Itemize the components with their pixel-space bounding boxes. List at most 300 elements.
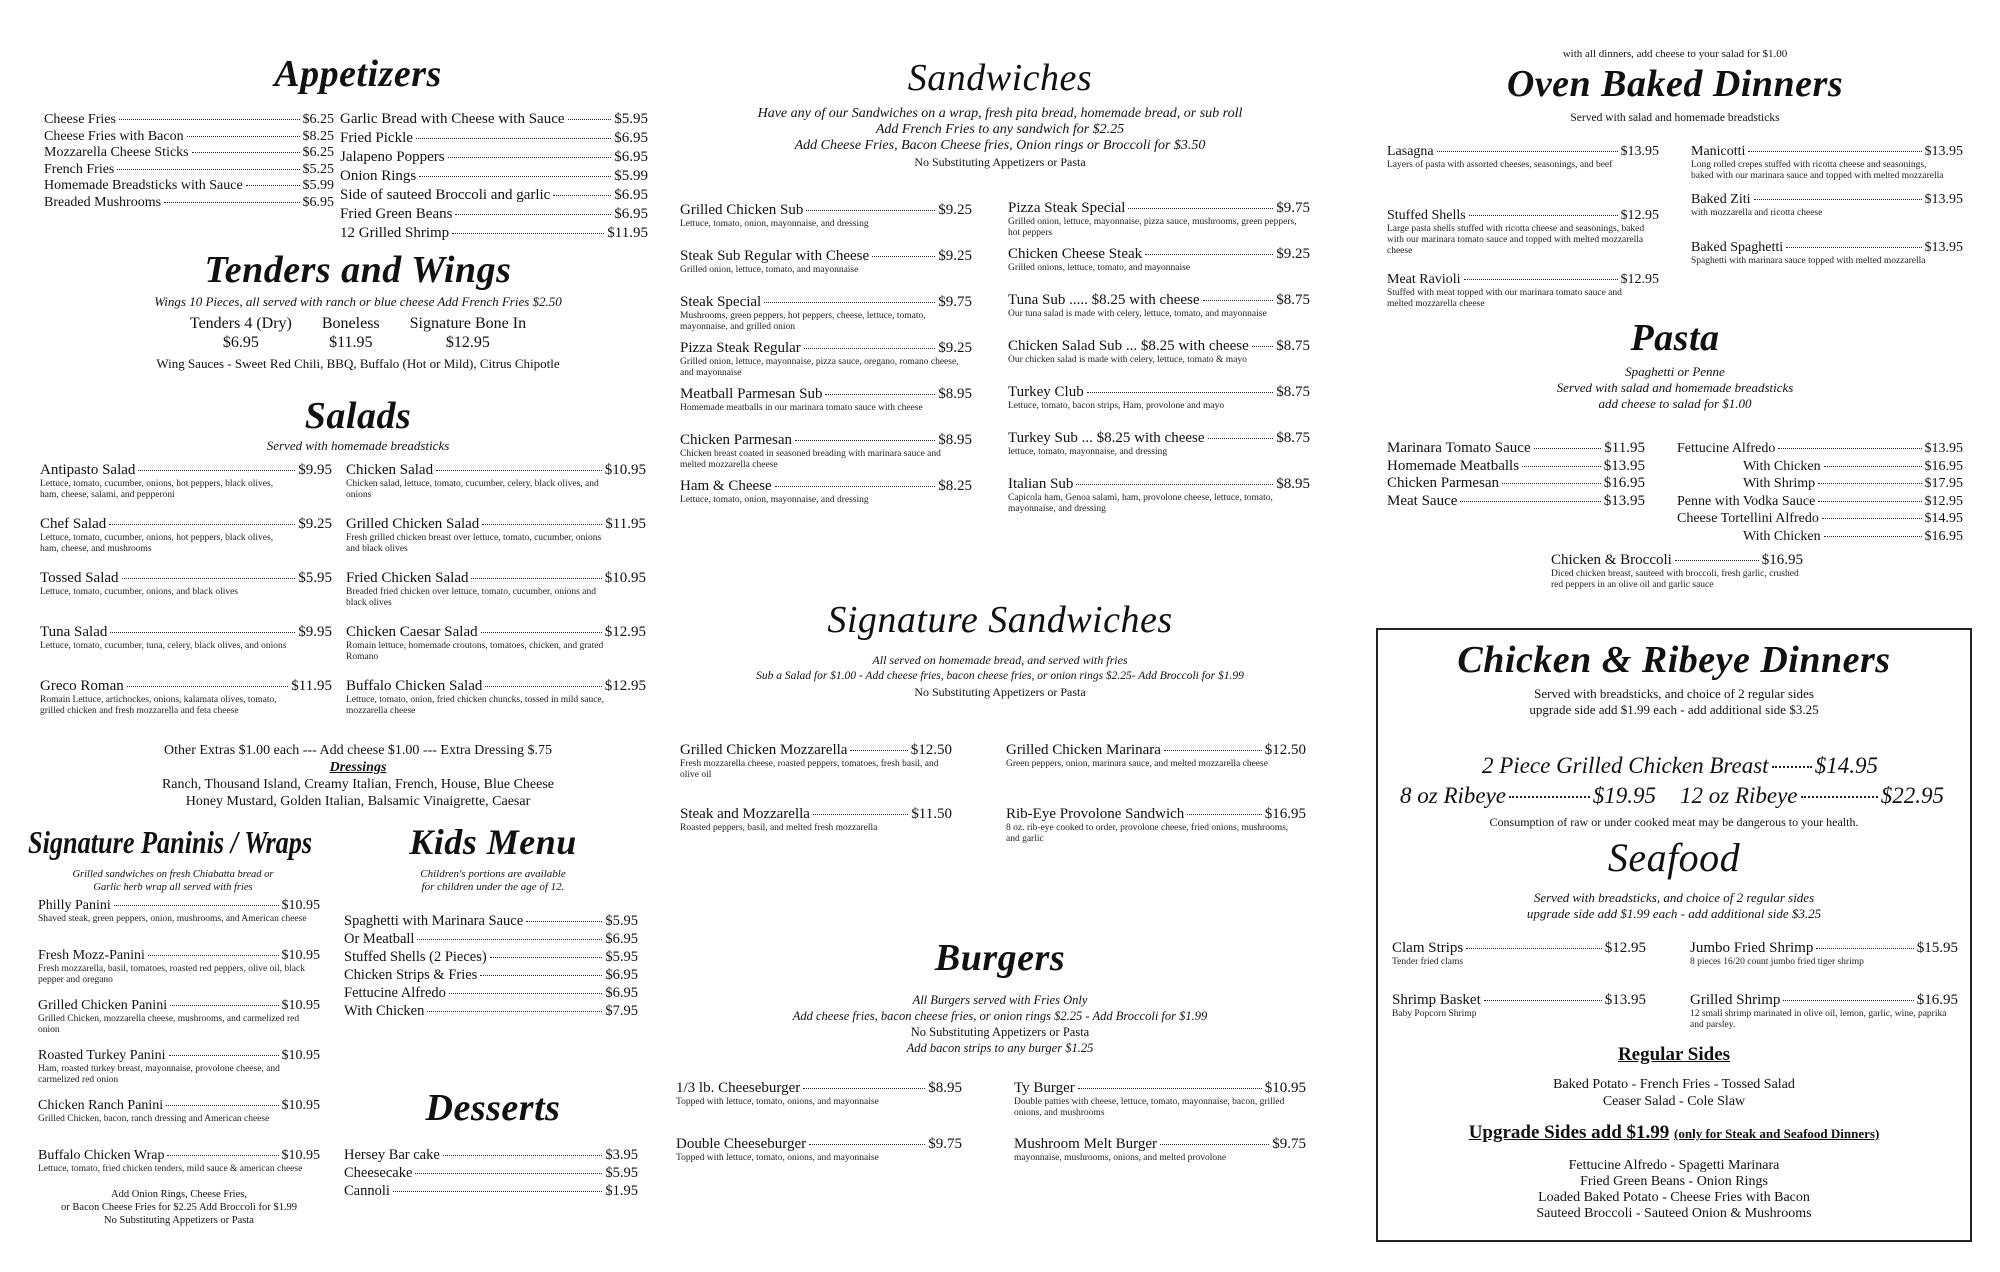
menu-item-row [340, 148, 648, 167]
ribeye-12oz-name: 12 oz Ribeye [1680, 783, 1798, 808]
menu-item-description: Lettuce, tomato, onion, mayonnaise, and dressing [680, 219, 869, 229]
ribeye-sub-2: upgrade side add $1.99 each - add additional side $3.25 [1529, 702, 1819, 717]
leader-dots [1509, 796, 1590, 798]
menu-item-price: $14.95 [1924, 511, 1963, 526]
menu-item-name: Steak and Mozzarella [680, 806, 810, 822]
menu-item-description: Lettuce, tomato, cucumber, onions, hot peppers, black olives, ham, cheese, salami, and pepperoni [40, 479, 274, 500]
menu-item [676, 1136, 962, 1192]
leader-dots [1208, 438, 1274, 439]
menu-item-price: $13.95 [1924, 192, 1963, 207]
menu-item-row [1691, 144, 1963, 160]
menu-item-row [1014, 1080, 1306, 1097]
leader-dots [1252, 346, 1273, 347]
tenders-option-price: $11.95 [329, 334, 373, 351]
menu-item-price: $6.95 [605, 931, 638, 947]
leader-dots [1187, 814, 1261, 815]
leader-dots [449, 993, 602, 994]
upgrade-sides-line-1: Fettucine Alfredo - Spagetti Marinara [1568, 1158, 1780, 1173]
menu-item-row [38, 898, 320, 914]
menu-item-price: $16.95 [1924, 458, 1963, 474]
leader-dots [148, 955, 279, 956]
menu-item [680, 248, 972, 294]
menu-item [346, 570, 646, 624]
menu-item-row [44, 178, 334, 195]
appetizers-title: Appetizers [274, 53, 442, 95]
menu-item-row [1387, 440, 1645, 458]
ribeye-title: Chicken & Ribeye Dinners [1457, 639, 1891, 681]
menu-item [344, 1146, 638, 1164]
menu-item-description: 12 small shrimp marinated in olive oil, lemon, garlic, wine, paprika and parsley. [1690, 1009, 1947, 1030]
menu-item-description: with mozzarella and ricotta cheese [1691, 208, 1823, 218]
menu-item-row [1006, 806, 1306, 823]
menu-item-name: Chicken Strips & Fries [344, 967, 478, 983]
menu-item-price: $9.25 [938, 248, 972, 264]
upgrade-sides-heading: Upgrade Sides add $1.99 [1468, 1122, 1670, 1143]
menu-item-row [346, 462, 646, 479]
menu-item-name: Stuffed Shells [1387, 208, 1466, 223]
menu-item-row [1690, 940, 1958, 957]
menu-item [1008, 200, 1310, 246]
menu-item-name: With Chicken [1743, 528, 1821, 544]
menu-item-name: Baked Ziti [1691, 192, 1751, 207]
menu-item-price: $10.95 [281, 898, 320, 913]
menu-item-name: Fresh Mozz-Panini [38, 948, 145, 963]
menu-item-price: $6.95 [614, 206, 648, 222]
menu-item-price: $9.95 [298, 462, 332, 478]
menu-item-price: $8.95 [938, 386, 972, 402]
leader-dots [1818, 501, 1921, 502]
menu-item-row [1008, 246, 1310, 263]
menu-item-row [1551, 552, 1803, 569]
menu-item-price: $5.95 [298, 570, 332, 586]
menu-item-name: Breaded Mushrooms [44, 194, 162, 210]
menu-item-row [38, 1148, 320, 1164]
menu-item-row [1387, 272, 1659, 288]
menu-item-price: $13.95 [1620, 144, 1659, 159]
menu-item [676, 1080, 962, 1136]
menu-item-name: Mushroom Melt Burger [1014, 1136, 1158, 1152]
menu-item [344, 1182, 638, 1200]
menu-item-row [44, 145, 334, 162]
menu-item-name: Tuna Salad [40, 624, 108, 640]
menu-item-description: Shaved steak, green peppers, onion, mushrooms, and American cheese [38, 914, 307, 924]
menu-item-row [346, 624, 646, 641]
menu-item-name: Lasagna [1387, 144, 1434, 159]
menu-item-price: $9.25 [938, 202, 972, 218]
menu-item-description: Lettuce, tomato, onion, mayonnaise, and dressing [680, 495, 869, 505]
menu-item [1387, 208, 1659, 272]
menu-item-row [344, 966, 638, 984]
paninis-list [38, 898, 320, 1198]
menu-item-name: Cannoli [344, 1183, 390, 1199]
menu-item [1008, 292, 1310, 338]
menu-item-name: Ham & Cheese [680, 478, 772, 494]
leader-dots [1078, 1088, 1262, 1089]
menu-item-row [680, 806, 952, 823]
tenders-option-name: Boneless [321, 315, 380, 332]
leader-dots [809, 1144, 925, 1145]
menu-item-price: $6.95 [302, 194, 334, 210]
menu-item-price: $6.25 [302, 145, 334, 161]
menu-item [340, 129, 648, 148]
menu-item [38, 1048, 320, 1098]
leader-dots [416, 138, 611, 139]
leader-dots [795, 440, 935, 441]
menu-item-row [340, 110, 648, 129]
menu-item-price: $16.95 [1264, 806, 1306, 822]
ribeye-8oz-name: 8 oz Ribeye [1400, 783, 1507, 808]
menu-item-row [44, 129, 334, 146]
menu-item [680, 806, 952, 870]
paninis-footer-3: No Substituting Appetizers or Pasta [104, 1215, 254, 1226]
menu-item-row [344, 1146, 638, 1164]
signature-left-list [680, 742, 952, 870]
menu-item-name: 12 Grilled Shrimp [340, 225, 450, 241]
menu-item-price: $8.75 [1276, 384, 1310, 400]
menu-item-description: Our tuna salad is made with celery, lettuce, tomato, and mayonnaise [1008, 309, 1267, 319]
kids-list [344, 912, 638, 1020]
leader-dots [568, 119, 612, 120]
menu-item-name: Chicken & Broccoli [1551, 552, 1672, 568]
menu-item-name: Grilled Chicken Salad [346, 516, 480, 532]
leader-dots [169, 1055, 279, 1056]
menu-item [340, 148, 648, 167]
menu-item-name: Meat Ravioli [1387, 272, 1461, 287]
menu-item-row [344, 930, 638, 948]
menu-item-price: $9.95 [298, 624, 332, 640]
menu-item [1008, 476, 1310, 522]
menu-item [344, 1002, 638, 1020]
leader-dots [1087, 392, 1274, 393]
menu-item-description: Ham, roasted turkey breast, mayonnaise, provolone cheese, and carmelized red onion [38, 1064, 280, 1085]
menu-item-price: $12.95 [604, 678, 646, 694]
burgers-title: Burgers [934, 937, 1066, 979]
sandwiches-sub-3: Add Cheese Fries, Bacon Cheese fries, Onion rings or Broccoli for $3.50 [794, 138, 1206, 153]
menu-item-row [1387, 144, 1659, 160]
menu-item-description: Lettuce, tomato, cucumber, onions, and black olives [40, 587, 239, 597]
menu-item-row [680, 742, 952, 759]
paninis-subtitle: Grilled sandwiches on fresh Chiabatta bread or Garlic herb wrap all served with fries [72, 869, 274, 893]
menu-item-row [1392, 940, 1646, 957]
menu-item [340, 224, 648, 243]
seafood-left-list [1392, 940, 1646, 1044]
menu-item-name: Cheese Tortellini Alfredo [1677, 511, 1819, 526]
menu-item [1677, 510, 1963, 528]
menu-item-price: $9.75 [928, 1136, 962, 1152]
menu-item-description: Romain lettuce, homemade croutons, tomatoes, chicken, and grated Romano [346, 641, 604, 662]
menu-item [38, 1098, 320, 1148]
menu-item-name: Stuffed Shells (2 Pieces) [344, 949, 487, 965]
menu-item-row [1677, 493, 1963, 511]
menu-item-name: Antipasto Salad [40, 462, 136, 478]
sandwiches-right-list [1008, 200, 1310, 522]
menu-item-price: $8.75 [1276, 338, 1310, 354]
menu-item [1006, 806, 1306, 870]
menu-item-price: $9.75 [1272, 1136, 1306, 1152]
menu-item-price: $12.95 [1620, 208, 1659, 223]
leader-dots [1754, 199, 1922, 200]
leader-dots [1164, 750, 1262, 751]
leader-dots [775, 486, 936, 487]
menu-item-description: Baby Popcorn Shrimp [1392, 1009, 1477, 1019]
menu-item-name: Fried Green Beans [340, 206, 453, 222]
pasta-special [1551, 552, 1803, 591]
leader-dots [1466, 948, 1601, 949]
menu-item-name: Homemade Meatballs [1387, 457, 1520, 474]
menu-item-description: Green peppers, onion, marinara sauce, and melted mozzarella cheese [1006, 759, 1268, 769]
menu-item-row [1392, 992, 1646, 1009]
menu-item-price: $11.95 [605, 516, 646, 532]
menu-item [344, 1164, 638, 1182]
menu-item-description: Chicken breast coated in seasoned breading with marinara sauce and melted mozzarella cheese [680, 449, 941, 470]
tenders-title: Tenders and Wings [204, 249, 512, 291]
regular-sides-heading: Regular Sides [1617, 1044, 1731, 1065]
menu-item-price: $10.95 [281, 998, 320, 1013]
menu-item-row [1677, 528, 1963, 546]
menu-item-row [1008, 292, 1310, 309]
menu-item-description: Topped with lettuce, tomato, onions, and mayonnaise [676, 1097, 879, 1107]
menu-item-name: With Shrimp [1743, 476, 1816, 491]
menu-item-name: Marinara Tomato Sauce [1387, 440, 1531, 456]
tenders-option-price: $12.95 [445, 334, 490, 351]
menu-item-price: $9.75 [1276, 200, 1310, 216]
menu-item-name: Roasted Turkey Panini [38, 1048, 166, 1063]
upgrade-sides-line-2: Fried Green Beans - Onion Rings [1580, 1174, 1768, 1189]
menu-item-row [346, 516, 646, 533]
menu-item-name: Philly Panini [38, 898, 111, 913]
dressings-title: Dressings [329, 760, 387, 775]
menu-item-row [340, 167, 648, 186]
menu-item-description: Spaghetti with marinara sauce topped with melted mozzarella [1691, 256, 1926, 266]
leader-dots [436, 470, 602, 471]
leader-dots [1772, 766, 1812, 768]
upgrade-sides-title [1378, 1122, 1970, 1145]
oven-top-note: with all dinners, add cheese to your salad for $1.00 [1562, 48, 1788, 60]
menu-item-price: $10.95 [281, 948, 320, 963]
menu-item-description: Lettuce, tomato, cucumber, tuna, celery, black olives, and onions [40, 641, 287, 651]
menu-item [346, 462, 646, 516]
menu-item-row [38, 998, 320, 1014]
menu-item-description: Grilled Chicken, bacon, ranch dressing and American cheese [38, 1114, 270, 1124]
menu-item-row [1008, 430, 1310, 447]
menu-item-name: Grilled Chicken Marinara [1006, 742, 1161, 758]
leader-dots [481, 632, 602, 633]
oven-title: Oven Baked Dinners [1506, 63, 1844, 105]
menu-item [1691, 144, 1963, 192]
menu-item-name: Fried Pickle [340, 130, 413, 146]
tenders-options [28, 314, 648, 352]
menu-item-price: $6.25 [302, 112, 334, 127]
menu-item-name: Chicken Parmesan [680, 432, 793, 448]
appetizers-right-list [340, 110, 648, 243]
menu-item-price: $6.95 [605, 985, 638, 1001]
menu-item-description: Homemade meatballs in our marinara tomato sauce with cheese [680, 403, 923, 413]
tenders-option [190, 314, 292, 352]
upgrade-sides-note: (only for Steak and Seafood Dinners) [1674, 1126, 1880, 1141]
menu-item-price: $1.95 [605, 1183, 638, 1199]
leader-dots [417, 939, 602, 940]
leader-dots [1437, 151, 1618, 152]
menu-item-description: Long rolled crepes stuffed with ricotta cheese and seasonings, baked with our marinara sauce and topped with melted mozzarella [1691, 160, 1944, 181]
burgers-sub-3: No Substituting Appetizers or Pasta [910, 1025, 1090, 1039]
menu-item-description: Grilled onion, lettuce, mayonnaise, pizza sauce, mushrooms, green peppers, hot peppers [1008, 217, 1297, 238]
menu-item [1387, 475, 1645, 493]
leader-dots [452, 233, 604, 234]
menu-item-row [44, 162, 334, 179]
menu-item [1690, 992, 1958, 1044]
raw-meat-warning: Consumption of raw or under cooked meat may be dangerous to your health. [1489, 815, 1859, 829]
desserts-list [344, 1146, 638, 1200]
pasta-title: Pasta [1630, 317, 1720, 359]
menu-item [44, 162, 334, 179]
leader-dots [122, 578, 296, 579]
menu-item-row [346, 678, 646, 695]
leader-dots [764, 302, 935, 303]
leader-dots [1128, 208, 1273, 209]
tenders-option [410, 314, 526, 352]
ribeye-8oz-price: $19.95 [1592, 783, 1656, 808]
seafood-right-list [1690, 940, 1958, 1044]
leader-dots [872, 256, 935, 257]
leader-dots [1502, 483, 1601, 484]
menu-item-name: Meatball Parmesan Sub [680, 386, 823, 402]
menu-item-name: Chicken Parmesan [1387, 475, 1500, 491]
leader-dots [187, 136, 300, 137]
menu-item-description: mayonnaise, mushrooms, onions, and melted provolone [1014, 1153, 1227, 1163]
menu-item-row [680, 202, 972, 219]
menu-item-row [40, 624, 332, 641]
menu-item-name: Side of sauteed Broccoli and garlic [340, 187, 551, 203]
menu-item [340, 110, 648, 129]
menu-item-name: Chicken Ranch Panini [38, 1098, 164, 1113]
burgers-sub-1: All Burgers served with Fries Only [912, 993, 1088, 1007]
menu-item-price: $12.95 [1620, 272, 1659, 287]
salads-right-list [346, 462, 646, 732]
menu-item-row [344, 1164, 638, 1182]
menu-item-price: $6.95 [605, 967, 638, 983]
menu-item-name: Jalapeno Poppers [340, 149, 445, 165]
menu-item-name: Spaghetti with Marinara Sauce [344, 913, 524, 929]
menu-item-price: $9.25 [938, 340, 972, 356]
menu-item-price: $12.95 [604, 624, 646, 640]
menu-item-name: Tossed Salad [40, 570, 119, 586]
menu-item-description: Fresh mozzarella cheese, roasted peppers, tomatoes, fresh basil, and olive oil [680, 759, 939, 780]
menu-item [346, 624, 646, 678]
appetizers-section [28, 52, 648, 96]
menu-item-name: Turkey Club [1008, 384, 1084, 400]
menu-item-price: $16.95 [1924, 528, 1963, 544]
menu-item-price: $5.95 [605, 949, 638, 965]
menu-item [1677, 528, 1963, 546]
sandwiches-sub-2: Add French Fries to any sandwich for $2.25 [875, 122, 1125, 137]
appetizers-left-list [44, 112, 334, 212]
grilled-chicken-name: 2 Piece Grilled Chicken Breast [1482, 753, 1769, 778]
dressings-line-1: Ranch, Thousand Island, Creamy Italian, French, House, Blue Cheese [161, 777, 555, 792]
menu-item-description: 8 pieces 16/20 count jumbo fried tiger shrimp [1690, 957, 1864, 967]
menu-item-description: Fresh grilled chicken breast over lettuce, tomato, cucumber, onions and black olives [346, 533, 602, 554]
menu-item-description: Lettuce, tomato, onion, fried chicken chuncks, tossed in mild sauce, mozzarella cheese [346, 695, 605, 716]
menu-item-price: $15.95 [1916, 940, 1958, 956]
menu-item [44, 145, 334, 162]
menu-item [40, 678, 332, 732]
menu-item-row [1691, 240, 1963, 256]
menu-item [1014, 1136, 1306, 1192]
menu-item-name: Manicotti [1691, 144, 1746, 159]
menu-item-name: Homemade Breadsticks with Sauce [44, 178, 243, 194]
signature-sub-1: All served on homemade bread, and served with fries [872, 653, 1128, 667]
menu-item-row [680, 478, 972, 495]
menu-item-price: $11.95 [291, 678, 332, 694]
leader-dots [1203, 300, 1274, 301]
menu-item-price: $10.95 [281, 1048, 320, 1063]
menu-item-row [344, 948, 638, 966]
menu-item-row [1387, 208, 1659, 224]
menu-item-row [1008, 338, 1310, 355]
sandwiches-title: Sandwiches [907, 57, 1093, 99]
menu-item [44, 129, 334, 146]
menu-item-description: Grilled Chicken, mozzarella cheese, mushrooms, and carmelized red onion [38, 1014, 300, 1035]
menu-item-description: Grilled onion, lettuce, mayonnaise, pizza sauce, oregano, romano cheese, and mayonnaise [680, 357, 959, 378]
ribeye-12oz-price: $22.95 [1880, 783, 1944, 808]
menu-item-name: Double Cheeseburger [676, 1136, 807, 1152]
leader-dots [110, 632, 295, 633]
menu-item-price: $8.25 [938, 478, 972, 494]
menu-item-name: Clam Strips [1392, 940, 1464, 956]
menu-item-name: Baked Spaghetti [1691, 240, 1784, 255]
menu-item-row [344, 1182, 638, 1200]
menu-item-name: French Fries [44, 161, 115, 177]
leader-dots [443, 1155, 603, 1156]
tenders-option [322, 314, 380, 352]
kids-subtitle-1: Children's portions are available [420, 868, 566, 880]
menu-item-name: Grilled Chicken Panini [38, 998, 168, 1013]
leader-dots [850, 750, 907, 751]
oven-right-list [1691, 144, 1963, 288]
leader-dots [825, 394, 935, 395]
menu-item-row [38, 1098, 320, 1114]
leader-dots [1675, 560, 1759, 561]
menu-item-description: Grilled onions, lettuce, tomato, and mayonnaise [1008, 263, 1191, 273]
regular-sides-title [1378, 1044, 1970, 1066]
menu-item-description: Double patties with cheese, lettuce, tomato, mayonnaise, bacon, grilled onions, and mushrooms [1014, 1097, 1285, 1118]
leader-dots [1748, 151, 1921, 152]
menu-item-price: $8.75 [1276, 430, 1310, 446]
menu-item-name: Steak Special [680, 294, 762, 310]
salads-subtitle: Served with homemade breadsticks [266, 438, 450, 453]
menu-item [680, 202, 972, 248]
tenders-option-name: Tenders 4 (Dry) [189, 315, 292, 332]
signature-right-list [1006, 742, 1306, 870]
menu-item-price: $5.25 [302, 161, 334, 177]
burgers-left-list [676, 1080, 962, 1192]
leader-dots [526, 921, 602, 922]
leader-dots [246, 185, 300, 186]
paninis-title: Signature Paninis / Wraps [28, 824, 313, 860]
regular-sides-line-1: Baked Potato - French Fries - Tossed Salad [1553, 1077, 1795, 1092]
leader-dots [448, 157, 612, 158]
salads-title: Salads [304, 395, 412, 437]
menu-item [38, 898, 320, 948]
menu-item-name: Rib-Eye Provolone Sandwich [1006, 806, 1185, 822]
menu-item-name: Cheesecake [344, 1165, 413, 1181]
pasta-left-list [1387, 440, 1645, 510]
menu-item [344, 912, 638, 930]
leader-dots [482, 524, 602, 525]
leader-dots [804, 348, 935, 349]
menu-item [680, 294, 972, 340]
menu-item-name: Buffalo Chicken Salad [346, 678, 483, 694]
menu-item-price: $8.95 [1276, 476, 1310, 492]
